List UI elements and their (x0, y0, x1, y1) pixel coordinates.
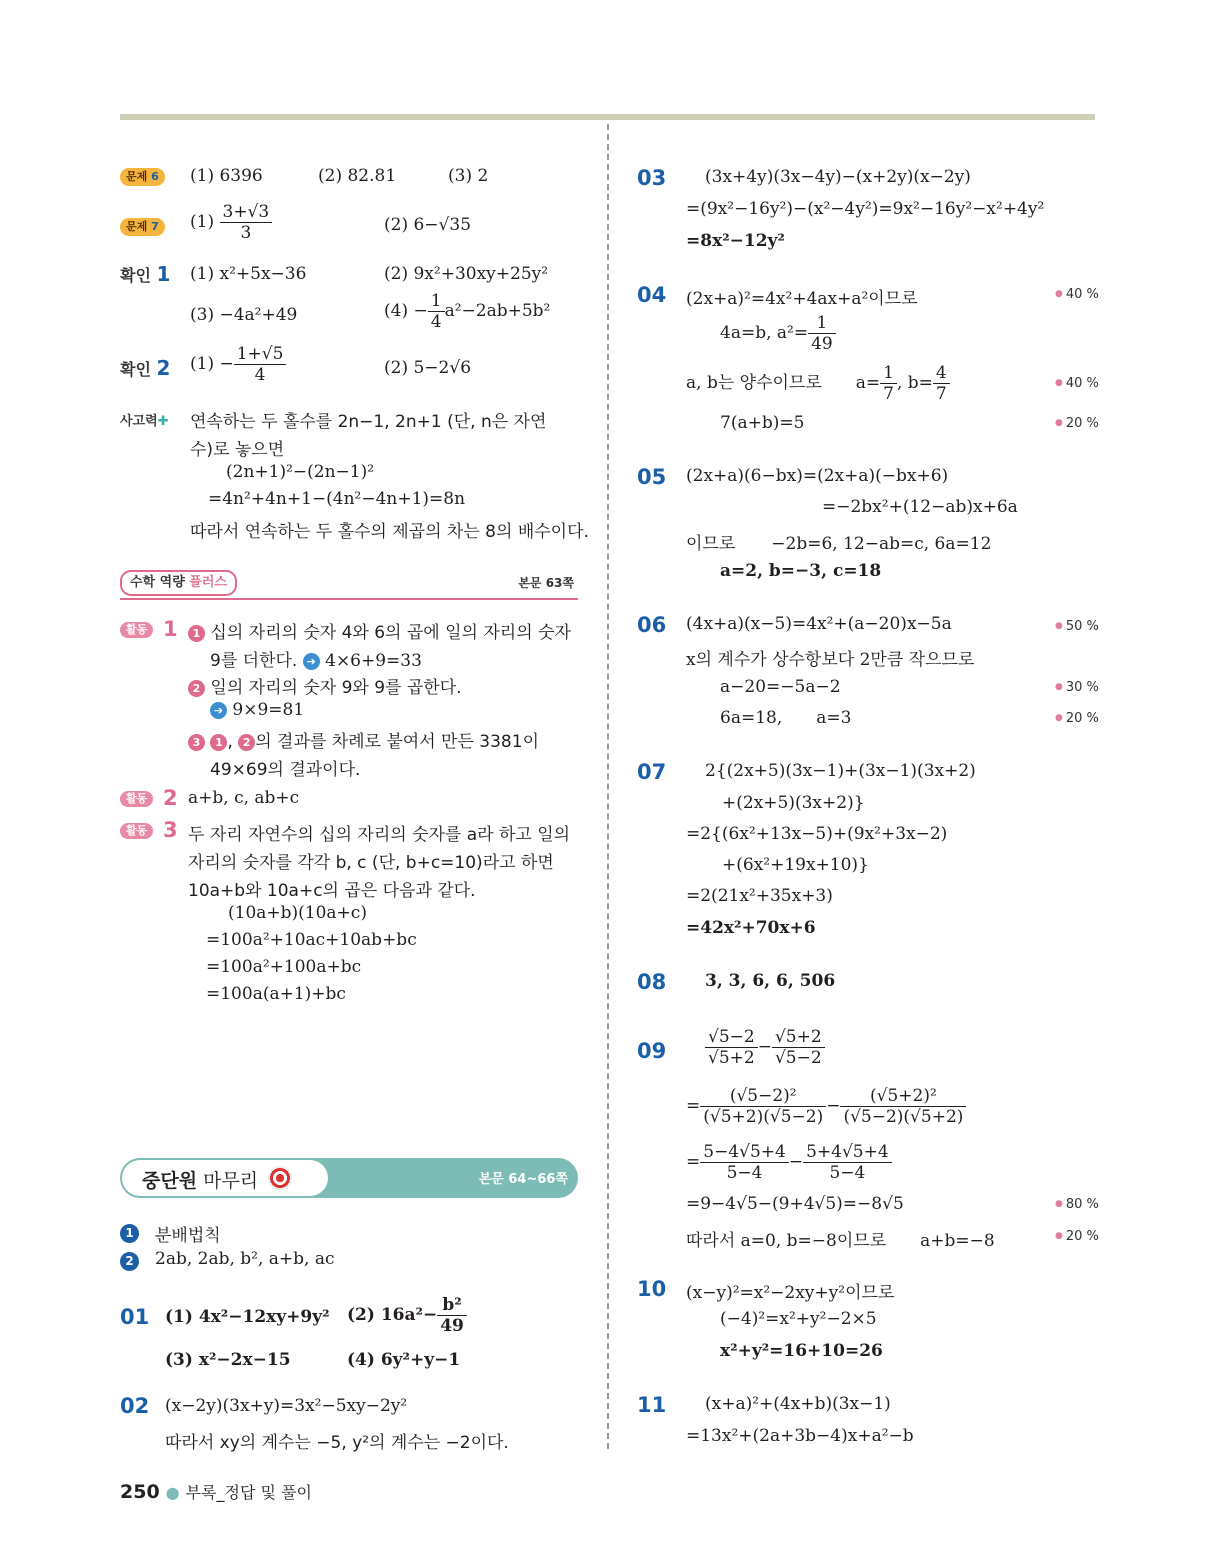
answer: (2) 6−√35 (384, 215, 472, 235)
answer: a+b, c, ab+c (188, 788, 300, 808)
math-line: (3x+4y)(3x−4y)−(x+2y)(x−2y) (705, 167, 971, 187)
score-percent: ● 30 % (1055, 680, 1099, 695)
check-label: 확인 1 (120, 262, 171, 286)
section-title: 중단원 마무리 (142, 1170, 259, 1192)
math-line: = $\frac{5-4√5+4}{5-4}$ − $\frac{5+4√5+4}{5-4}$ (686, 1142, 892, 1183)
math-line: (2x+a)(6−bx)=(2x+a)(−bx+6) (686, 466, 949, 486)
text-line: 3 1 , 2 의 결과를 차례로 붙여서 만든 3381이 (188, 727, 539, 752)
math-line: =(9x²−16y²)−(x²−4y²)=9x²−16y²−x²+4y² (686, 199, 1045, 219)
score-percent: ● 50 % (1055, 619, 1099, 634)
arrow-icon: ➔ (210, 702, 227, 719)
answer: (2) 5−2√6 (384, 358, 472, 378)
math-line: (2n+1)²−(2n−1)² (226, 462, 375, 482)
section-header-math-plus (120, 570, 578, 600)
math-line: (x+a)²+(4x+b)(3x−1) (705, 1394, 891, 1414)
score-percent: ● 40 % (1055, 376, 1099, 391)
summary-number: 1 (120, 1222, 139, 1243)
target-icon (268, 1166, 292, 1190)
summary-number: 2 (120, 1250, 139, 1271)
text-line: 1 십의 자리의 숫자 4와 6의 곱에 일의 자리의 숫자 (188, 618, 571, 643)
math-line: a, b는 양수이므로 a= $\frac{1}{7}$ , b= $\frac{4}{7}$ (686, 363, 950, 404)
question-number: 07 (637, 760, 667, 784)
text-line: 자리의 숫자를 각각 b, c (단, b+c=10)라고 하면 (188, 853, 554, 873)
activity-number: 3 (163, 818, 178, 842)
math-line: =2{(6x²+13x−5)+(9x²+3x−2) (686, 824, 948, 844)
math-line: 4a=b, a²= $\frac{1}{49}$ (720, 313, 836, 354)
score-percent: ● 40 % (1055, 287, 1099, 302)
activity-number: 1 (163, 617, 178, 641)
question-number: 09 (637, 1039, 667, 1063)
answer: (2) 16a²− $\frac{\text{b²}}{49}$ (347, 1295, 467, 1336)
answer: (4) 6y²+y−1 (347, 1350, 461, 1370)
text-line: 10a+b와 10a+c의 곱은 다음과 같다. (188, 881, 476, 901)
score-percent: ● 20 % (1055, 416, 1099, 431)
answer: (3) −4a²+49 (190, 305, 298, 325)
question-number: 04 (637, 283, 667, 307)
check-label: 확인 2 (120, 356, 171, 380)
answer: (3) x²−2x−15 (165, 1350, 291, 1370)
math-line: (10a+b)(10a+c) (228, 903, 367, 923)
math-line: (2x+a)²=4x²+4ax+a²이므로 (686, 289, 918, 309)
answer: (1) − $\frac{1+√5}{4}$ (190, 344, 286, 385)
answer: (3) 2 (448, 166, 489, 186)
activity-badge: 활동 (120, 622, 153, 638)
answer: (1) $\frac{3+√3}{3}$ (190, 202, 272, 243)
question-number: 01 (120, 1305, 150, 1329)
math-line: =42x²+70x+6 (686, 918, 816, 938)
text-line: ➔ 9×9=81 (210, 700, 304, 720)
question-number: 11 (637, 1393, 667, 1417)
math-line: =100a²+10ac+10ab+bc (206, 930, 417, 950)
question-number: 03 (637, 166, 667, 190)
activity-number: 2 (163, 786, 178, 810)
step-circle: 1 (188, 625, 205, 642)
score-percent: ● 20 % (1055, 1229, 1099, 1244)
question-number: 06 (637, 613, 667, 637)
math-line: +(6x²+19x+10)} (722, 855, 869, 875)
text-line: 수)로 놓으면 (190, 440, 285, 460)
answer: (2) 82.81 (318, 166, 397, 186)
math-line: a=2, b=−3, c=18 (720, 561, 882, 581)
problem-badge: 문제 6 (120, 168, 165, 186)
activity-badge: 활동 (120, 791, 153, 807)
section-header-midunit (120, 1158, 578, 1198)
step-circle: 2 (188, 680, 205, 697)
math-line: 2{(2x+5)(3x−1)+(3x−1)(3x+2) (705, 761, 976, 781)
text-line: 따라서 연속하는 두 홀수의 제곱의 차는 8의 배수이다. (190, 522, 589, 542)
step-circle: 3 (188, 734, 205, 751)
page-footer: 250 ● 부록_정답 및 풀이 (120, 1481, 313, 1503)
page-number: 250 (120, 1481, 160, 1503)
answer: 분배법칙 (155, 1226, 221, 1246)
math-line: 따라서 a=0, b=−8이므로 a+b=−8 (686, 1231, 995, 1251)
math-line: 이므로 −2b=6, 12−ab=c, 6a=12 (686, 534, 992, 554)
math-line: =100a(a+1)+bc (206, 984, 346, 1004)
math-line: $\frac{√5-2}{√5+2}$ − $\frac{√5+2}{√5-2}$ (705, 1027, 825, 1068)
math-line: =9−4√5−(9+4√5)=−8√5 (686, 1194, 904, 1214)
answer: (4) − $\frac{1}{4}$ a²−2ab+5b² (384, 291, 551, 332)
math-line: +(2x+5)(3x+2)} (722, 793, 865, 813)
question-number: 08 (637, 970, 667, 994)
page-reference: 본문 64~66쪽 (478, 1172, 568, 1187)
section-title: 수학 역량 플러스 (120, 570, 237, 596)
question-number: 02 (120, 1394, 150, 1418)
math-line: =100a²+100a+bc (206, 957, 362, 977)
answer: (2) 9x²+30xy+25y² (384, 264, 549, 284)
text-line: 연속하는 두 홀수를 2n−1, 2n+1 (단, n은 자연 (190, 412, 547, 432)
text-line: 2 일의 자리의 숫자 9와 9를 곱한다. (188, 673, 462, 698)
answer: (1) 6396 (190, 166, 263, 186)
problem-badge: 문제 7 (120, 218, 165, 236)
answer: (1) 4x²−12xy+9y² (165, 1307, 330, 1327)
question-number: 10 (637, 1277, 667, 1301)
text-line: 따라서 xy의 계수는 −5, y²의 계수는 −2이다. (165, 1433, 509, 1453)
text-line: 9를 더한다. ➔ 4×6+9=33 (210, 651, 422, 671)
math-line: a−20=−5a−2 (720, 677, 841, 697)
arrow-icon: ➔ (303, 653, 320, 670)
math-line: (−4)²=x²+y²−2×5 (720, 1309, 877, 1329)
page-reference: 본문 63쪽 (518, 576, 574, 590)
footer-title: 부록_정답 및 풀이 (185, 1483, 313, 1502)
math-line: =13x²+(2a+3b−4)x+a²−b (686, 1426, 914, 1446)
answer: 2ab, 2ab, b², a+b, ac (155, 1249, 335, 1269)
math-line: 7(a+b)=5 (720, 413, 805, 433)
answer: 3, 3, 6, 6, 506 (705, 971, 836, 991)
math-line: (x−y)²=x²−2xy+y²이므로 (686, 1283, 895, 1303)
column-divider (607, 124, 609, 1449)
math-line: = $\frac{\text{(√5−2)²}}{(√5+2)(√5-2)}$ − $\frac{\text{(√5+2)²}}{(√5-2)(√5+2)}$ (686, 1086, 966, 1127)
math-line: x²+y²=16+10=26 (720, 1341, 883, 1361)
text-line: 49×69의 결과이다. (210, 760, 361, 780)
math-line: =−2bx²+(12−ab)x+6a (822, 497, 1018, 517)
score-percent: ● 20 % (1055, 711, 1099, 726)
text-line: x의 계수가 상수항보다 2만큼 작으므로 (686, 650, 975, 670)
math-line: =8x²−12y² (686, 231, 785, 251)
math-line: 6a=18, a=3 (720, 708, 852, 728)
math-line: (4x+a)(x−5)=4x²+(a−20)x−5a (686, 614, 952, 634)
text-line: 두 자리 자연수의 십의 자리의 숫자를 a라 하고 일의 (188, 825, 571, 845)
thinking-label: 사고력✚ (120, 414, 169, 429)
score-percent: ● 80 % (1055, 1197, 1099, 1212)
top-rule (120, 114, 1095, 120)
math-line: =2(21x²+35x+3) (686, 886, 833, 906)
activity-badge: 활동 (120, 823, 153, 839)
math-line: (x−2y)(3x+y)=3x²−5xy−2y² (165, 1396, 408, 1416)
answer: (1) x²+5x−36 (190, 264, 307, 284)
math-line: =4n²+4n+1−(4n²−4n+1)=8n (208, 489, 466, 509)
question-number: 05 (637, 465, 667, 489)
